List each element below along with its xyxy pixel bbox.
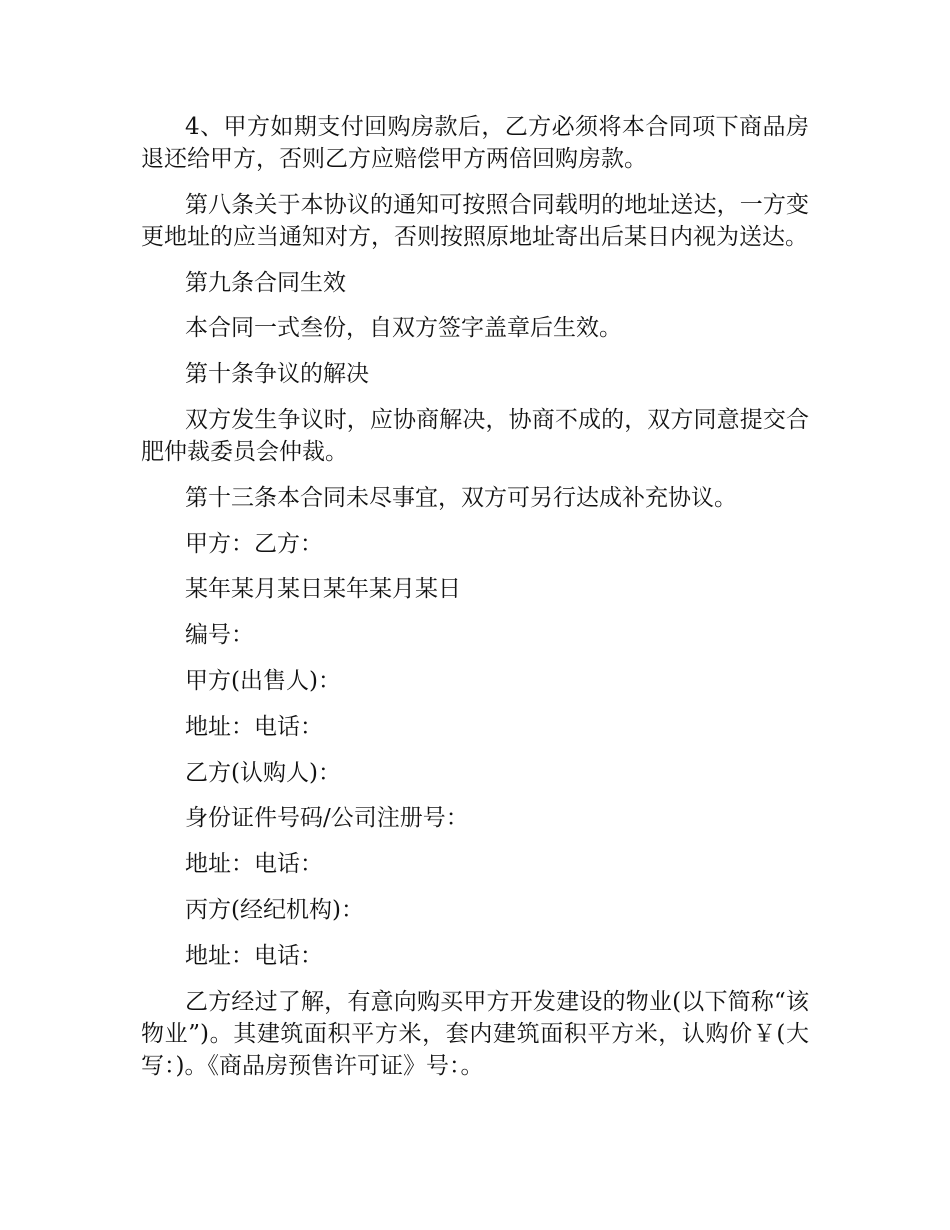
article-9-heading: 第九条合同生效: [185, 269, 346, 296]
article-9-text: 本合同一式叁份，自双方签字盖章后生效。: [185, 315, 622, 342]
purchase-intent-text: 乙方经过了解，有意向购买甲方开发建设的物业(以下简称“该物业”)。其建筑面积平方米，套内建筑面积平方米，认购价￥(大写：)。《商品房预售许可证》号：。: [141, 988, 809, 1079]
party-a-address-phone: 地址：电话：: [185, 713, 323, 740]
signature-dates: 某年某月某日某年某月某日: [185, 576, 461, 603]
clause-4-repurchase: 4、甲方如期支付回购房款后，乙方必须将本合同项下商品房退还给甲方，否则乙方应赔偿甲方两倍回购房款。: [141, 114, 809, 172]
party-b-label: 乙方(认购人)：: [185, 759, 341, 786]
party-c-label: 丙方(经纪机构)：: [185, 896, 364, 923]
article-10-text: 双方发生争议时，应协商解决，协商不成的，双方同意提交合肥仲裁委员会仲裁。: [141, 406, 809, 465]
contract-number-label: 编号：: [185, 622, 254, 649]
party-b-address-phone: 地址：电话：: [185, 851, 323, 878]
party-b-id-number: 身份证件号码/公司注册号：: [185, 805, 469, 832]
party-c-address-phone: 地址：电话：: [185, 942, 323, 969]
party-a-label: 甲方(出售人)：: [185, 667, 341, 694]
article-8-notice: 第八条关于本协议的通知可按照合同载明的地址送达，一方变更地址的应当通知对方，否则按照原地址寄出后某日内视为送达。: [141, 191, 809, 250]
document-body: [141, 111, 809, 1095]
article-10-heading: 第十条争议的解决: [185, 361, 369, 388]
article-13-text: 第十三条本合同未尽事宜，双方可另行达成补充协议。: [185, 484, 737, 511]
signature-parties: 甲方：乙方：: [185, 530, 323, 557]
